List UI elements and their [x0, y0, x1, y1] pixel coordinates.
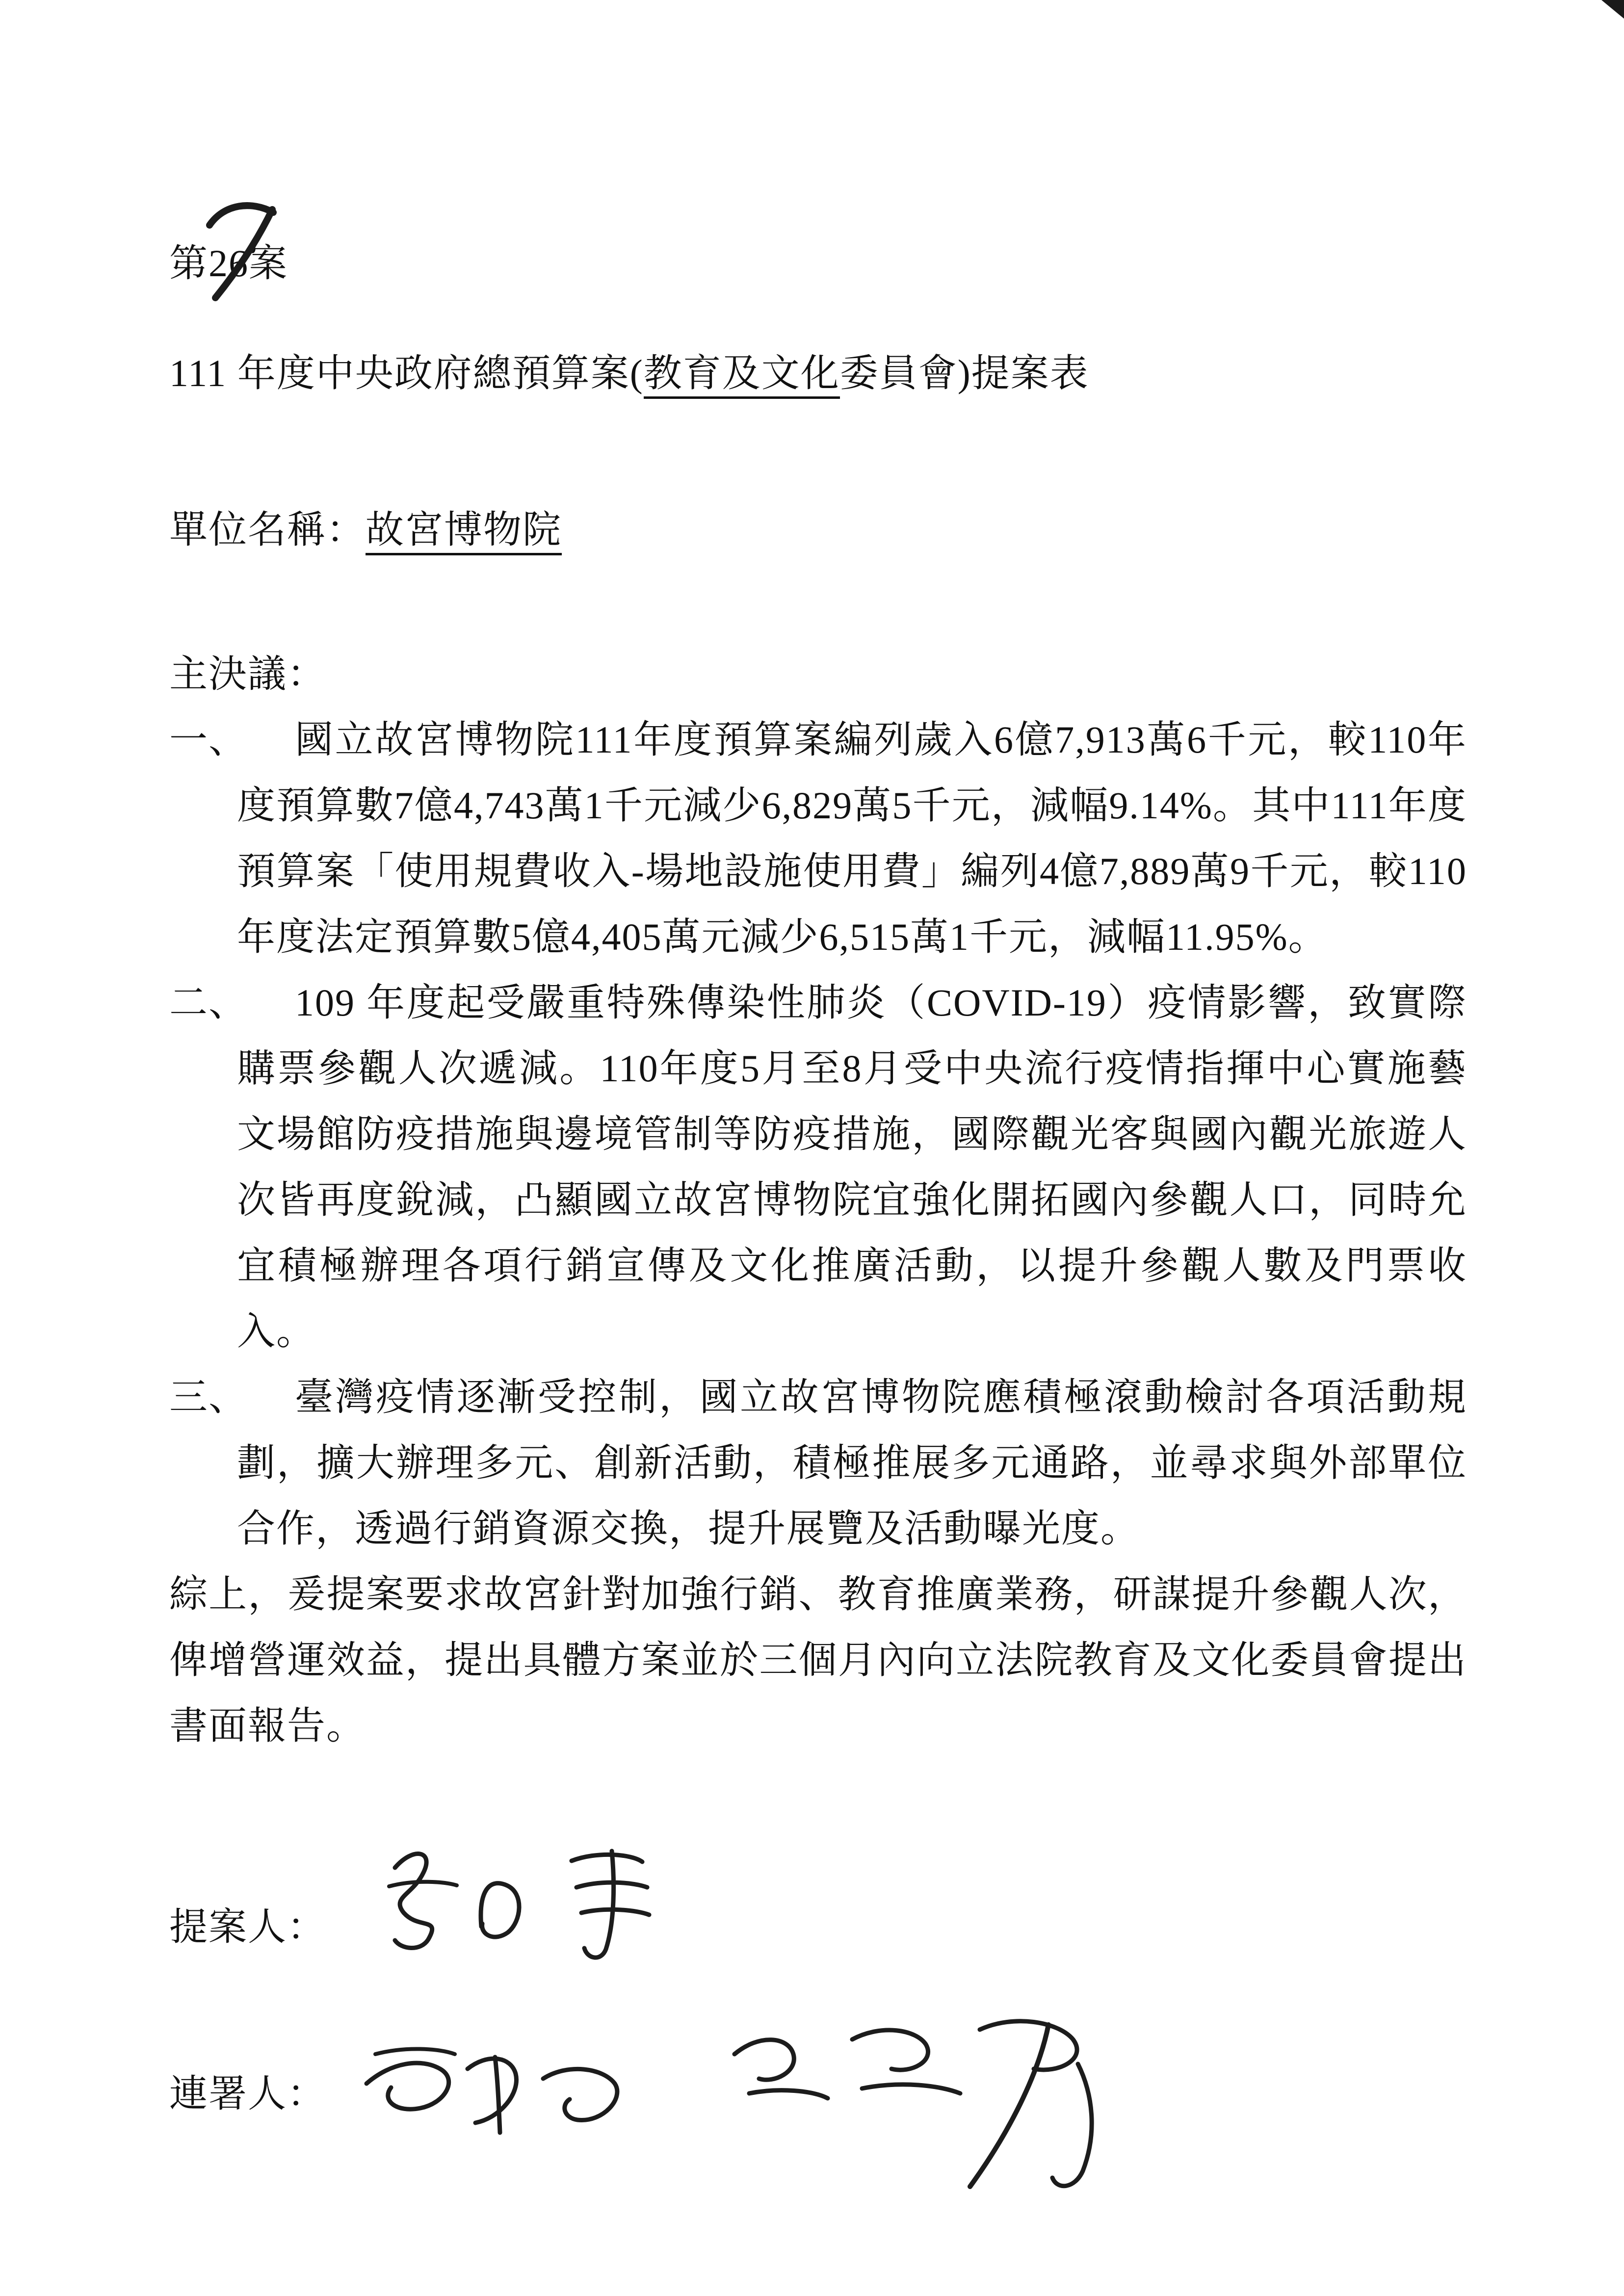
title-post: 委員會)提案表 [839, 352, 1089, 394]
title-pre: 111 年度中央政府總預算案( [169, 352, 644, 394]
case-suffix: 案 [249, 242, 288, 285]
cosigner-label: 連署人： [169, 2072, 327, 2115]
cosigner-row [169, 1994, 1467, 2127]
proposer-row [169, 1832, 1467, 1960]
document-title [169, 340, 1467, 406]
item-number: 三、 [169, 1376, 248, 1418]
closing-paragraph: 綜上，爰提案要求故宮針對加強行銷、教育推廣業務，研謀提升參觀人次，俾增營運效益，提出具體方案並於三個月內向立法院教育及文化委員會提出書面報告。 [169, 1573, 1467, 1747]
cosigner-signature-1 [346, 2009, 640, 2156]
resolution-item-2 [169, 970, 1467, 1364]
unit-value: 故宮博物院 [366, 508, 562, 555]
unit-label: 單位名稱： [169, 508, 366, 551]
item-number: 一、 [169, 718, 248, 761]
title-underlined-segment: 教育及文化 [644, 352, 840, 399]
unit-name-line [169, 497, 1467, 563]
resolution-heading: 主決議： [169, 652, 327, 695]
case-number-line [169, 231, 1467, 296]
item-text: 國立故宮博物院111年度預算案編列歲入6億7,913萬6千元，較110年度預算數7億4,743萬1千元減少6,829萬5千元，減幅9.14%。其中111年度預算案「使用規費收入-場地設施使用費」編列4億7,889萬9千元，較110年度法定預算數5億4,405萬元減少6,515萬1千元，減幅11.95%。 [237, 718, 1467, 958]
item-number: 二、 [169, 981, 248, 1024]
case-prefix: 第 [169, 242, 209, 285]
case-number-value [209, 231, 249, 296]
item-text: 臺灣疫情逐漸受控制，國立故宮博物院應積極滾動檢討各項活動規劃，擴大辦理多元、創新活動，積極推展多元通路，並尋求與外部單位合作，透過行銷資源交換，提升展覽及活動曝光度。 [237, 1376, 1467, 1550]
resolution-item-3 [169, 1364, 1467, 1562]
resolution-item-1 [169, 707, 1467, 970]
proposer-signature [361, 1832, 694, 1970]
item-text: 109 年度起受嚴重特殊傳染性肺炎（COVID-19）疫情影響，致實際購票參觀人次遞減。110年度5月至8月受中央流行疫情指揮中心實施藝文場館防疫措施與邊境管制等防疫措施，國際觀光客與國內觀光旅遊人次皆再度銳減，凸顯國立故宮博物院宜強化開拓國內參觀人口，同時允宜積極辦理各項行銷宣傳及文化推廣活動，以提升參觀人數及門票收入。 [237, 981, 1467, 1353]
proposer-label: 提案人： [169, 1905, 327, 1948]
case-number-text: 26 [209, 242, 249, 285]
scan-corner-artifact [1601, 0, 1624, 19]
cosigner-signature-2 [704, 1994, 1126, 2200]
